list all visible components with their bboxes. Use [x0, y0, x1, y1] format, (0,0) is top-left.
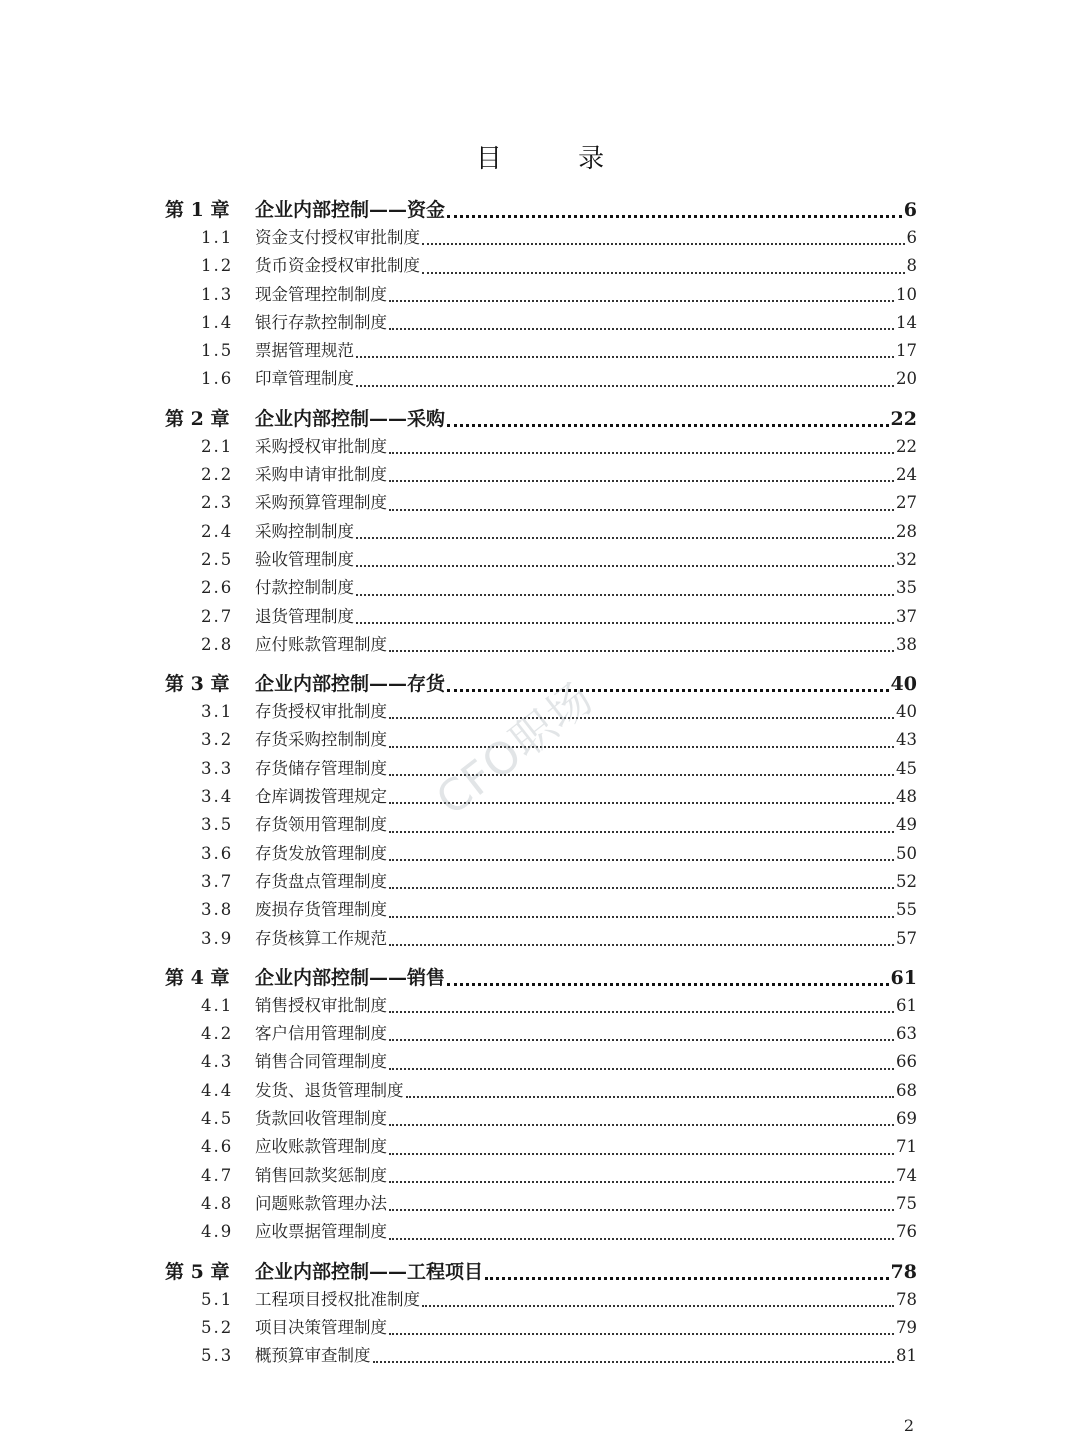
- dot-leader: [389, 508, 894, 511]
- toc-section-entry[interactable]: [165, 1286, 917, 1314]
- chapter-title: 企业内部控制——资金: [255, 199, 446, 221]
- section-number: 1.3: [201, 284, 234, 304]
- section-page-number: 17: [896, 341, 917, 361]
- section-number: 4.3: [201, 1052, 234, 1072]
- chapter-number: 第 3 章: [165, 673, 230, 696]
- toc-section-entry[interactable]: [165, 1190, 917, 1218]
- section-page-number: 10: [896, 284, 917, 304]
- dot-leader: [389, 830, 894, 833]
- dot-leader: [447, 214, 902, 218]
- toc-section-entry[interactable]: [165, 1077, 917, 1105]
- section-number: 3.8: [201, 900, 234, 920]
- section-title: 存货采购控制制度: [255, 730, 387, 750]
- toc-section-entry[interactable]: [165, 1218, 917, 1246]
- section-page-number: 37: [896, 606, 917, 626]
- section-page-number: 38: [896, 634, 917, 654]
- dot-leader: [389, 479, 894, 482]
- section-page-number: 57: [896, 928, 917, 948]
- toc-section-entry[interactable]: [165, 992, 917, 1020]
- toc-chapter-entry[interactable]: [165, 964, 917, 992]
- section-title: 采购授权审批制度: [255, 436, 387, 456]
- section-title: 货币资金授权审批制度: [255, 256, 420, 276]
- section-title: 存货核算工作规范: [255, 928, 387, 948]
- toc-section-entry[interactable]: [165, 309, 917, 337]
- section-title: 现金管理控制制度: [255, 284, 387, 304]
- section-title: 仓库调拨管理规定: [255, 787, 387, 807]
- section-title: 采购申请审批制度: [255, 465, 387, 485]
- toc-section-entry[interactable]: [165, 868, 917, 896]
- toc-section-entry[interactable]: [165, 365, 917, 393]
- section-title: 存货发放管理制度: [255, 843, 387, 863]
- section-page-number: 40: [896, 702, 917, 722]
- section-page-number: 66: [896, 1052, 917, 1072]
- toc-section-entry[interactable]: [165, 726, 917, 754]
- dot-leader: [389, 943, 894, 946]
- section-title: 问题账款管理办法: [255, 1193, 387, 1213]
- toc-section-entry[interactable]: [165, 755, 917, 783]
- page-number: 2: [903, 1416, 914, 1435]
- section-number: 4.7: [201, 1165, 234, 1185]
- section-title: 票据管理规范: [255, 341, 354, 361]
- toc-section-entry[interactable]: [165, 518, 917, 546]
- section-page-number: 79: [896, 1317, 917, 1337]
- dot-leader: [389, 886, 894, 889]
- section-number: 4.9: [201, 1222, 234, 1242]
- section-title: 销售回款奖惩制度: [255, 1165, 387, 1185]
- section-title: 存货领用管理制度: [255, 815, 387, 835]
- dot-leader: [356, 621, 894, 624]
- dot-leader: [389, 858, 894, 861]
- section-title: 存货储存管理制度: [255, 758, 387, 778]
- dot-leader: [389, 1208, 894, 1211]
- dot-leader: [389, 773, 894, 776]
- section-title: 客户信用管理制度: [255, 1024, 387, 1044]
- dot-leader: [389, 915, 894, 918]
- section-page-number: 35: [896, 578, 917, 598]
- dot-leader: [447, 688, 889, 692]
- dot-leader: [389, 1237, 894, 1240]
- section-title: 销售合同管理制度: [255, 1052, 387, 1072]
- section-page-number: 74: [896, 1165, 917, 1185]
- dot-leader: [485, 1276, 889, 1280]
- dot-leader: [356, 384, 894, 387]
- section-number: 2.2: [201, 465, 234, 485]
- section-page-number: 27: [896, 493, 917, 513]
- dot-leader: [389, 451, 894, 454]
- toc-section-entry[interactable]: [165, 1048, 917, 1076]
- chapter-number: 第 1 章: [165, 199, 230, 221]
- section-page-number: 43: [896, 730, 917, 750]
- section-page-number: 68: [896, 1080, 917, 1100]
- section-number: 5.2: [201, 1317, 234, 1337]
- chapter-page-number: 78: [890, 1260, 917, 1283]
- section-number: 5.3: [201, 1346, 234, 1366]
- toc-section-entry[interactable]: [165, 811, 917, 839]
- section-number: 4.5: [201, 1109, 234, 1129]
- section-number: 4.8: [201, 1193, 234, 1213]
- toc-section-entry[interactable]: [165, 1162, 917, 1190]
- section-page-number: 48: [896, 787, 917, 807]
- chapter-title: 企业内部控制——采购: [255, 407, 446, 430]
- dot-leader: [356, 564, 894, 567]
- toc-section-entry[interactable]: [165, 433, 917, 461]
- toc-section-entry[interactable]: [165, 1133, 917, 1161]
- page-title: 目 录: [475, 144, 639, 174]
- section-page-number: 61: [896, 995, 917, 1015]
- section-number: 4.2: [201, 1024, 234, 1044]
- section-number: 2.5: [201, 549, 234, 569]
- section-page-number: 6: [906, 228, 917, 247]
- table-of-contents: [165, 196, 917, 1370]
- section-page-number: 20: [896, 369, 917, 389]
- toc-section-entry[interactable]: [165, 896, 917, 924]
- toc-section-entry[interactable]: [165, 489, 917, 517]
- dot-leader: [389, 649, 894, 652]
- section-page-number: 55: [896, 900, 917, 920]
- section-number: 3.3: [201, 758, 234, 778]
- section-page-number: 8: [906, 256, 917, 276]
- section-title: 应收票据管理制度: [255, 1222, 387, 1242]
- section-number: 4.6: [201, 1137, 234, 1157]
- section-title: 项目决策管理制度: [255, 1317, 387, 1337]
- dot-leader: [356, 593, 894, 596]
- toc-section-entry[interactable]: [165, 698, 917, 726]
- section-number: 5.1: [201, 1289, 234, 1309]
- section-page-number: 52: [896, 871, 917, 891]
- toc-section-entry[interactable]: [165, 574, 917, 602]
- section-title: 资金支付授权审批制度: [255, 228, 420, 247]
- dot-leader: [356, 355, 894, 358]
- dot-leader: [389, 716, 894, 719]
- section-page-number: 69: [896, 1109, 917, 1129]
- chapter-number: 第 5 章: [165, 1260, 230, 1283]
- section-number: 1.6: [201, 369, 234, 389]
- section-number: 3.7: [201, 871, 234, 891]
- section-number: 3.2: [201, 730, 234, 750]
- dot-leader: [389, 1152, 894, 1155]
- toc-chapter-entry[interactable]: [165, 196, 917, 224]
- toc-section-entry[interactable]: [165, 224, 917, 252]
- toc-section-entry[interactable]: [165, 783, 917, 811]
- dot-leader: [447, 982, 889, 986]
- section-title: 废损存货管理制度: [255, 900, 387, 920]
- toc-section-entry[interactable]: [165, 840, 917, 868]
- toc-chapter-entry[interactable]: [165, 1258, 917, 1286]
- section-title: 发货、退货管理制度: [255, 1080, 404, 1100]
- section-page-number: 63: [896, 1024, 917, 1044]
- section-page-number: 22: [896, 436, 917, 456]
- section-title: 银行存款控制制度: [255, 312, 387, 332]
- chapter-number: 第 4 章: [165, 966, 230, 989]
- section-number: 1.5: [201, 341, 234, 361]
- dot-leader: [389, 299, 894, 302]
- section-number: 2.6: [201, 578, 234, 598]
- dot-leader: [447, 423, 889, 427]
- dot-leader: [373, 1360, 895, 1363]
- section-number: 1.2: [201, 256, 234, 276]
- chapter-number: 第 2 章: [165, 407, 230, 430]
- toc-section-entry[interactable]: [165, 925, 917, 953]
- section-page-number: 81: [896, 1346, 917, 1366]
- section-page-number: 24: [896, 465, 917, 485]
- toc-section-entry[interactable]: [165, 281, 917, 309]
- section-number: 1.4: [201, 312, 234, 332]
- section-number: 4.4: [201, 1080, 234, 1100]
- dot-leader: [389, 1010, 894, 1013]
- dot-leader: [422, 271, 905, 274]
- section-number: 4.1: [201, 995, 234, 1015]
- toc-section-entry[interactable]: [165, 631, 917, 659]
- section-title: 存货授权审批制度: [255, 702, 387, 722]
- chapter-page-number: 40: [890, 673, 917, 696]
- section-number: 2.7: [201, 606, 234, 626]
- section-page-number: 49: [896, 815, 917, 835]
- section-number: 2.4: [201, 521, 234, 541]
- toc-section-entry[interactable]: [165, 1342, 917, 1370]
- dot-leader: [389, 1123, 894, 1126]
- toc-section-entry[interactable]: [165, 603, 917, 631]
- section-number: 1.1: [201, 228, 234, 247]
- section-title: 工程项目授权批准制度: [255, 1289, 420, 1309]
- dot-leader: [389, 327, 894, 330]
- section-page-number: 75: [896, 1193, 917, 1213]
- section-title: 付款控制制度: [255, 578, 354, 598]
- section-page-number: 14: [896, 312, 917, 332]
- section-title: 印章管理制度: [255, 369, 354, 389]
- dot-leader: [422, 242, 905, 245]
- section-number: 3.5: [201, 815, 234, 835]
- section-page-number: 45: [896, 758, 917, 778]
- toc-section-entry[interactable]: [165, 1020, 917, 1048]
- chapter-title: 企业内部控制——存货: [255, 673, 446, 696]
- chapter-title: 企业内部控制——销售: [255, 966, 446, 989]
- section-title: 存货盘点管理制度: [255, 871, 387, 891]
- section-number: 2.3: [201, 493, 234, 513]
- chapter-page-number: 22: [890, 407, 917, 430]
- dot-leader: [389, 1180, 894, 1183]
- toc-section-entry[interactable]: [165, 546, 917, 574]
- toc-section-entry[interactable]: [165, 1314, 917, 1342]
- section-number: 2.8: [201, 634, 234, 654]
- chapter-page-number: 6: [903, 199, 917, 221]
- section-page-number: 28: [896, 521, 917, 541]
- section-page-number: 32: [896, 549, 917, 569]
- dot-leader: [389, 801, 894, 804]
- toc-section-entry[interactable]: [165, 252, 917, 280]
- chapter-title: 企业内部控制——工程项目: [255, 1260, 484, 1283]
- dot-leader: [389, 745, 894, 748]
- section-number: 3.9: [201, 928, 234, 948]
- section-page-number: 78: [896, 1289, 917, 1309]
- dot-leader: [389, 1067, 894, 1070]
- section-number: 3.4: [201, 787, 234, 807]
- section-number: 3.6: [201, 843, 234, 863]
- dot-leader: [389, 1332, 894, 1335]
- section-title: 货款回收管理制度: [255, 1109, 387, 1129]
- dot-leader: [406, 1095, 895, 1098]
- section-title: 采购控制制度: [255, 521, 354, 541]
- section-title: 验收管理制度: [255, 549, 354, 569]
- section-title: 采购预算管理制度: [255, 493, 387, 513]
- dot-leader: [356, 536, 894, 539]
- section-number: 2.1: [201, 436, 234, 456]
- section-title: 退货管理制度: [255, 606, 354, 626]
- dot-leader: [389, 1038, 894, 1041]
- watermark: CFO职场: [427, 672, 604, 826]
- toc-chapter-entry[interactable]: [165, 670, 917, 698]
- toc-chapter-entry[interactable]: [165, 405, 917, 433]
- chapter-page-number: 61: [890, 966, 917, 989]
- dot-leader: [422, 1304, 894, 1307]
- toc-section-entry[interactable]: [165, 1105, 917, 1133]
- section-title: 应收账款管理制度: [255, 1137, 387, 1157]
- section-page-number: 76: [896, 1222, 917, 1242]
- toc-section-entry[interactable]: [165, 461, 917, 489]
- section-number: 3.1: [201, 702, 234, 722]
- section-page-number: 50: [896, 843, 917, 863]
- section-page-number: 71: [896, 1137, 917, 1157]
- toc-section-entry[interactable]: [165, 337, 917, 365]
- section-title: 应付账款管理制度: [255, 634, 387, 654]
- section-title: 概预算审查制度: [255, 1346, 371, 1366]
- section-title: 销售授权审批制度: [255, 995, 387, 1015]
